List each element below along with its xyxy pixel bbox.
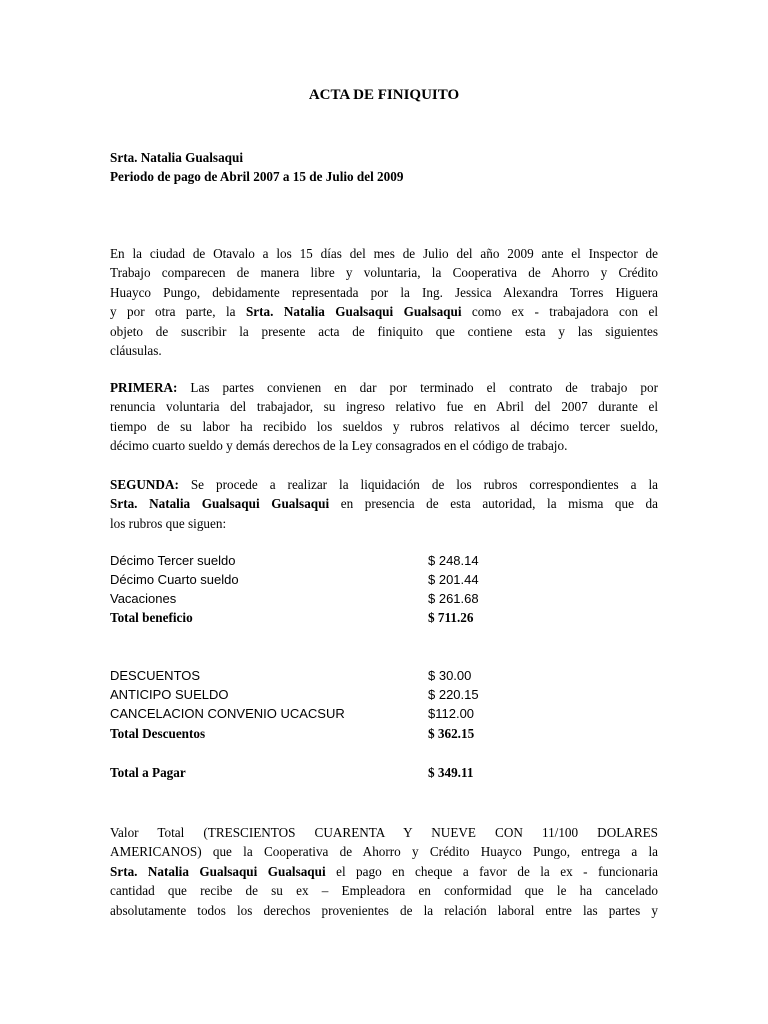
employee-full-name: Srta. Natalia Gualsaqui Gualsaqui: [110, 496, 330, 512]
row-amount: $ 362.15: [428, 726, 475, 741]
row-amount: $ 220.15: [428, 687, 479, 702]
document-title: ACTA DE FINIQUITO: [308, 87, 460, 103]
row-label: Décimo Tercer sueldo: [110, 553, 236, 568]
benefit-row: [110, 591, 510, 610]
total-value-paragraph: [110, 823, 658, 920]
row-amount: $ 261.68: [428, 591, 479, 606]
row-label: Total a Pagar: [110, 765, 186, 780]
intro-line: Trabajo comparecen de manera libre y voluntaria, la Cooperativa de Ahorro y Crédito: [110, 265, 658, 281]
row-label: Décimo Cuarto sueldo: [110, 572, 239, 587]
intro-line: En la ciudad de Otavalo a los 15 días del mes de Julio del año 2009 ante el Inspector de: [110, 246, 658, 261]
discount-row: [110, 706, 510, 725]
intro-line: cláusulas.: [110, 343, 162, 359]
intro-line: [110, 302, 658, 321]
total-benefit-row: [110, 610, 510, 629]
row-amount: $ 30.00: [428, 668, 472, 683]
clause-label: SEGUNDA:: [110, 477, 179, 492]
row-amount: $ 201.44: [428, 572, 479, 587]
row-amount: $ 248.14: [428, 553, 479, 568]
row-label: Vacaciones: [110, 591, 177, 606]
total-pay-row: [110, 765, 510, 784]
discount-row: [110, 687, 510, 706]
clause-text: Se procede a realizar la liquidación de los rubros correspondientes a la: [178, 477, 658, 492]
clause-primera: [110, 378, 658, 456]
value-line: el pago en cheque a favor de la ex - funcionaria: [325, 863, 659, 879]
intro-text: como ex - trabajadora con el: [461, 304, 658, 320]
clause-text: tiempo de su labor ha recibido los sueldos y rubros relativos al décimo tercer sueldo,: [110, 418, 658, 434]
row-label: CANCELACION CONVENIO UCACSUR: [110, 706, 345, 721]
clause-text: en presencia de esta autoridad, la misma que da: [329, 496, 659, 512]
employee-name: Srta. Natalia Gualsaqui: [110, 150, 243, 165]
benefit-row: [110, 553, 510, 572]
value-line: AMERICANOS) que la Cooperativa de Ahorro y Crédito Huayco Pungo, entrega a la: [110, 844, 658, 860]
value-line: cantidad que recibe de su ex – Empleadora en conformidad que le ha cancelado: [110, 883, 658, 899]
employee-full-name: Srta. Natalia Gualsaqui Gualsaqui: [110, 863, 326, 879]
row-label: Total beneficio: [110, 610, 193, 625]
total-discount-row: [110, 726, 510, 745]
clause-segunda: [110, 475, 658, 533]
row-label: DESCUENTOS: [110, 668, 201, 683]
clause-text: décimo cuarto sueldo y demás derechos de la Ley consagrados en el código de trabajo.: [110, 438, 568, 454]
employee-full-name: Srta. Natalia Gualsaqui Gualsaqui: [245, 304, 462, 320]
clause-text: Las partes convienen en dar por terminado el contrato de trabajo por: [177, 380, 658, 395]
benefit-row: [110, 572, 510, 591]
clause-text: renuncia voluntaria del trabajador, su ingreso relativo fue en Abril del 2007 durante el: [110, 399, 658, 415]
pay-period: Periodo de pago de Abril 2007 a 15 de Julio del 2009: [110, 169, 404, 184]
intro-line: objeto de suscribir la presente acta de finiquito que contiene esta y las siguientes: [110, 323, 658, 339]
row-label: Total Descuentos: [110, 726, 206, 741]
row-label: ANTICIPO SUELDO: [110, 687, 229, 702]
intro-line: Huayco Pungo, debidamente representada por la Ing. Jessica Alexandra Torres Higuera: [110, 284, 658, 300]
row-amount: $112.00: [428, 706, 475, 721]
intro-paragraph: [110, 244, 658, 360]
row-amount: $ 349.11: [428, 765, 474, 780]
clause-label: PRIMERA:: [110, 380, 178, 395]
row-amount: $ 711.26: [428, 610, 474, 625]
value-line: Valor Total (TRESCIENTOS CUARENTA Y NUEVE CON 11/100 DOLARES: [110, 825, 658, 840]
clause-text: los rubros que siguen:: [110, 515, 227, 531]
value-line: absolutamente todos los derechos provenientes de la relación laboral entre las partes y: [110, 902, 658, 918]
discount-row: [110, 668, 510, 687]
intro-text: y por otra parte, la: [110, 304, 246, 320]
